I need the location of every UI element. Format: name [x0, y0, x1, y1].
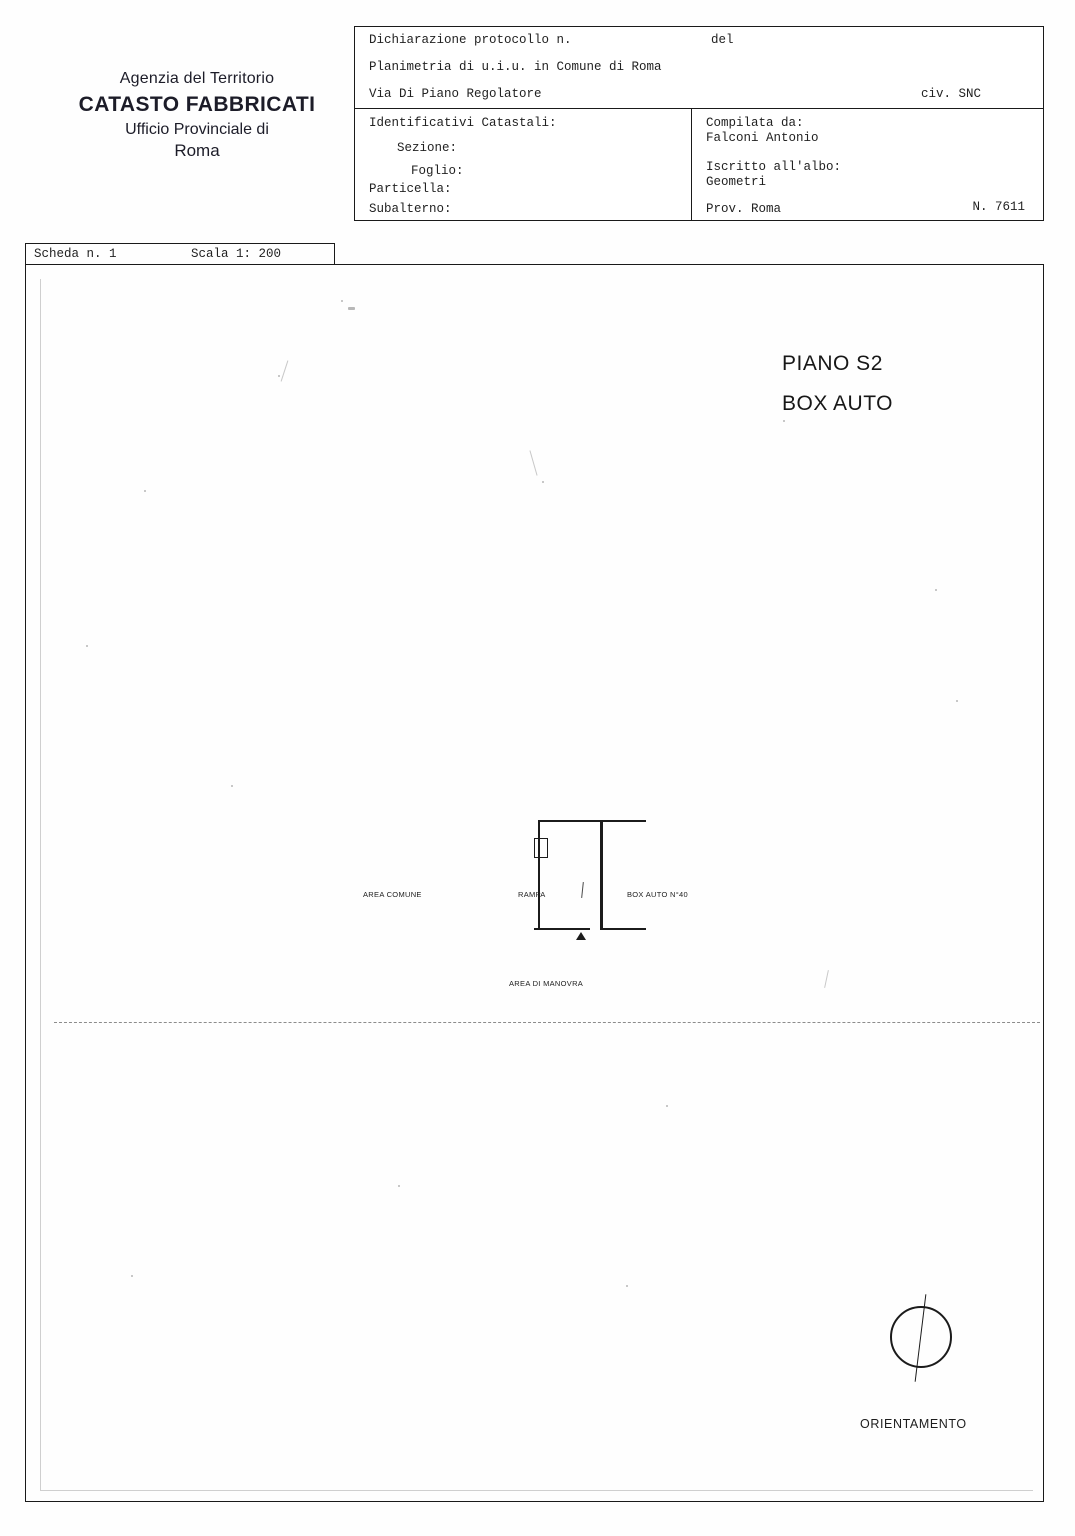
agency-header	[52, 70, 342, 161]
foglio-label: Foglio:	[411, 164, 464, 178]
province-label: Prov. Roma	[706, 202, 782, 216]
scale-label: Scala 1: 200	[191, 247, 282, 261]
construction-dash-line	[54, 1022, 1040, 1023]
scan-speckle	[231, 785, 233, 787]
wall-left	[538, 820, 540, 930]
header-lower-section	[355, 108, 1043, 220]
register-label: Iscritto all'albo:	[706, 160, 842, 174]
scan-speckle	[542, 481, 544, 483]
cadastral-identifiers-cell	[355, 108, 691, 220]
compiled-by-label: Compilata da:	[706, 116, 804, 130]
label-area-manovra: AREA DI MANOVRA	[509, 979, 584, 988]
scan-speckle	[131, 1275, 133, 1277]
drawing-frame	[25, 264, 1044, 1502]
agency-department: CATASTO FABBRICATI	[78, 93, 316, 116]
scan-speckle	[348, 307, 355, 310]
scan-speckle	[626, 1285, 628, 1287]
orientation-label: ORIENTAMENTO	[860, 1417, 967, 1431]
scan-speckle	[278, 375, 280, 377]
label-rampa: RAMPA	[518, 890, 546, 899]
cadastral-title: Identificativi Catastali:	[369, 116, 557, 130]
scan-speckle	[144, 490, 146, 492]
header-row-protocol	[355, 27, 1043, 54]
wall-bottom-right	[600, 928, 646, 930]
floor-title: PIANO S2	[782, 352, 883, 375]
planimetry-label: Planimetria di u.i.u. in Comune di Roma	[369, 60, 662, 74]
unit-type-title: BOX AUTO	[782, 392, 893, 415]
compiled-by-name: Falconi Antonio	[706, 131, 819, 145]
label-area-comune: AREA COMUNE	[363, 890, 422, 899]
plan-tick-mark	[581, 882, 584, 898]
register-value: Geometri	[706, 175, 767, 189]
wall-top	[538, 820, 646, 822]
sheet-number-label: Scheda n. 1	[34, 247, 117, 261]
address-label: Via Di Piano Regolatore	[369, 87, 542, 101]
wall-middle	[600, 822, 603, 928]
header-table	[354, 26, 1044, 221]
scan-speckle	[666, 1105, 668, 1107]
label-box-auto: BOX AUTO N°40	[627, 890, 688, 899]
scan-speckle	[86, 645, 88, 647]
civic-number-label: civ. SNC	[920, 87, 981, 101]
scan-speckle	[956, 700, 958, 702]
plan-walls	[534, 820, 646, 932]
agency-name: Agenzia del Territorio	[119, 70, 275, 87]
scan-speckle	[341, 300, 343, 302]
wall-bottom-left	[534, 928, 590, 930]
header-row-planimetry	[355, 54, 1043, 81]
scan-speckle	[398, 1185, 400, 1187]
scan-speckle	[935, 589, 937, 591]
register-number: N. 7611	[972, 200, 1025, 214]
subalterno-label: Subalterno:	[369, 202, 452, 216]
agency-city: Roma	[174, 141, 220, 160]
orientation-compass-icon	[884, 1300, 958, 1374]
particella-label: Particella:	[369, 182, 452, 196]
protocol-label: Dichiarazione protocollo n.	[369, 33, 572, 47]
sezione-label: Sezione:	[397, 141, 458, 155]
surveyor-cell	[692, 108, 1043, 220]
agency-office: Ufficio Provinciale di	[125, 121, 269, 138]
access-arrow-icon	[576, 932, 586, 940]
protocol-date-label: del	[711, 33, 734, 47]
wall-pillar	[534, 838, 548, 858]
header-row-address	[355, 81, 1043, 108]
scan-speckle	[783, 420, 785, 422]
